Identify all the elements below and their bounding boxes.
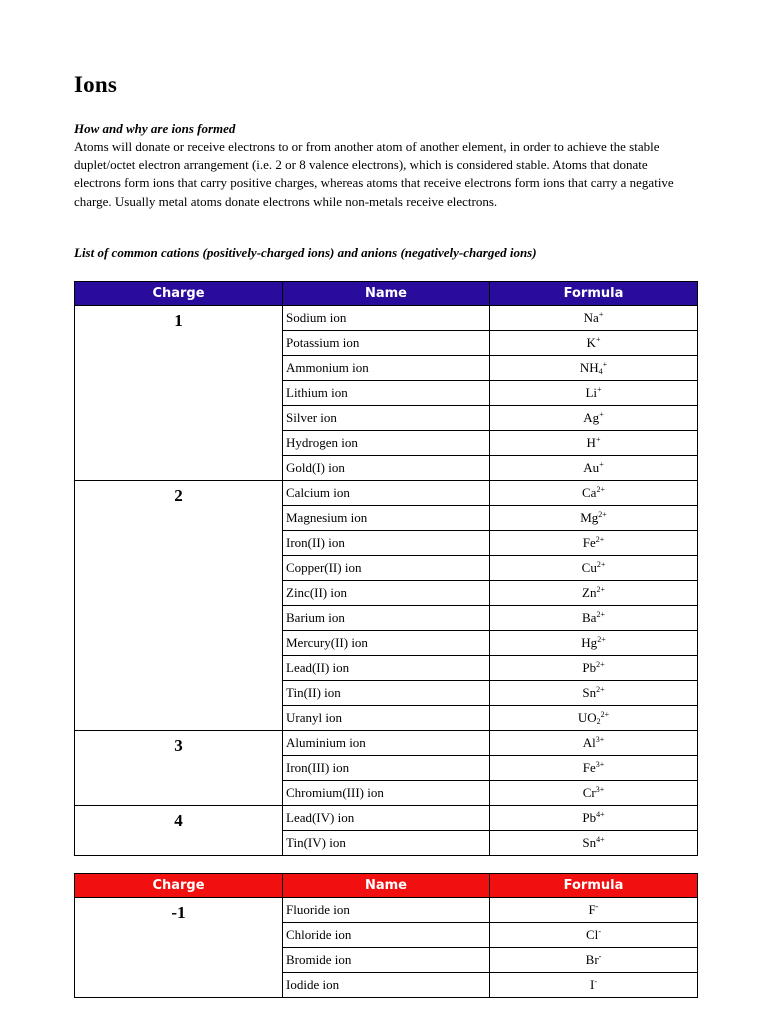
formula-charge: 2+ — [596, 660, 605, 669]
formula-charge: 3+ — [595, 735, 605, 744]
ion-name-cell: Lead(IV) ion — [283, 806, 490, 831]
formula-charge: + — [597, 385, 602, 394]
charge-header: Charge — [75, 874, 283, 898]
formula-charge: + — [599, 460, 604, 469]
formula-charge: - — [595, 902, 599, 911]
page-title: Ions — [74, 72, 117, 97]
ion-formula-cell — [490, 506, 698, 531]
ion-name-cell: Bromide ion — [283, 948, 490, 973]
charge-cell: 1 — [75, 306, 283, 481]
ion-name-cell: Mercury(II) ion — [283, 631, 490, 656]
formula-charge: 3+ — [595, 785, 605, 794]
formula-charge: - — [594, 977, 597, 986]
formula-charge: 2+ — [596, 585, 605, 594]
formula-subscript: 4 — [598, 367, 603, 376]
ion-name-cell: Zinc(II) ion — [283, 581, 490, 606]
ion-name-cell: Aluminium ion — [283, 731, 490, 756]
formula-charge: 2+ — [598, 510, 607, 519]
ion-name-cell: Fluoride ion — [283, 898, 490, 923]
formula-symbol: Ag — [583, 410, 600, 425]
formula-charge: - — [598, 952, 602, 961]
ion-name-cell: Magnesium ion — [283, 506, 490, 531]
formula-symbol: Fe — [582, 535, 596, 550]
charge-header: Charge — [75, 282, 283, 306]
ion-name-cell: Hydrogen ion — [283, 431, 490, 456]
formula-symbol: Sn — [582, 685, 597, 700]
formula-symbol: Al — [582, 735, 596, 750]
section-subheading: How and why are ions formed — [74, 121, 236, 136]
ion-name-cell: Iron(III) ion — [283, 756, 490, 781]
formula-charge: 2+ — [597, 635, 606, 644]
ion-name-cell: Sodium ion — [283, 306, 490, 331]
formula-symbol: Hg — [581, 635, 598, 650]
anion-header-row — [75, 874, 698, 898]
charge-cell: 3 — [75, 731, 283, 806]
formula-symbol: NH — [579, 360, 599, 375]
table-row — [75, 731, 698, 756]
ion-name-cell: Lead(II) ion — [283, 656, 490, 681]
table-row — [75, 806, 698, 831]
ion-name-cell: Uranyl ion — [283, 706, 490, 731]
ion-formula-cell — [490, 806, 698, 831]
ion-formula-cell — [490, 973, 698, 998]
formula-symbol: Pb — [582, 810, 597, 825]
formula-symbol: Cu — [581, 560, 597, 575]
formula-charge: + — [599, 410, 604, 419]
formula-symbol: Li — [585, 385, 598, 400]
ion-formula-cell — [490, 948, 698, 973]
ion-formula-cell — [490, 731, 698, 756]
formula-charge: 2+ — [595, 535, 605, 544]
ion-name-cell: Gold(I) ion — [283, 456, 490, 481]
ion-formula-cell — [490, 831, 698, 856]
formula-charge: + — [595, 435, 601, 444]
list-heading: List of common cations (positively-charged ions) and anions (negatively-charged ions) — [74, 245, 537, 260]
ion-formula-cell — [490, 581, 698, 606]
ion-name-cell: Barium ion — [283, 606, 490, 631]
ion-formula-cell — [490, 481, 698, 506]
formula-charge: 2+ — [596, 610, 605, 619]
ion-formula-cell — [490, 781, 698, 806]
table-row — [75, 481, 698, 506]
charge-cell: -1 — [75, 898, 283, 998]
ion-formula-cell — [490, 431, 698, 456]
formula-charge: 2+ — [596, 560, 606, 569]
ion-formula-cell — [490, 531, 698, 556]
formula-charge: 4+ — [596, 810, 605, 819]
charge-cell: 4 — [75, 806, 283, 856]
formula-symbol: Br — [585, 952, 599, 967]
ion-name-cell: Lithium ion — [283, 381, 490, 406]
ion-name-cell: Iron(II) ion — [283, 531, 490, 556]
formula-subscript: 2 — [596, 717, 601, 726]
ion-formula-cell — [490, 656, 698, 681]
ion-formula-cell — [490, 381, 698, 406]
ion-formula-cell — [490, 606, 698, 631]
ion-formula-cell — [490, 456, 698, 481]
ion-formula-cell — [490, 898, 698, 923]
table-row — [75, 306, 698, 331]
ion-name-cell: Ammonium ion — [283, 356, 490, 381]
formula-symbol: Au — [583, 460, 600, 475]
formula-charge: 3+ — [595, 760, 605, 769]
ion-name-cell: Iodide ion — [283, 973, 490, 998]
formula-charge: + — [598, 310, 604, 319]
anion-table — [74, 873, 698, 998]
formula-symbol: Mg — [580, 510, 599, 525]
formula-header: Formula — [490, 282, 698, 306]
formula-symbol: Ba — [582, 610, 597, 625]
formula-symbol: Cl — [586, 927, 599, 942]
formula-symbol: Ca — [582, 485, 597, 500]
ion-formula-cell — [490, 756, 698, 781]
ion-name-cell: Silver ion — [283, 406, 490, 431]
formula-symbol: Zn — [582, 585, 597, 600]
ion-formula-cell — [490, 706, 698, 731]
formula-charge: + — [602, 360, 608, 369]
ion-name-cell: Calcium ion — [283, 481, 490, 506]
ion-name-cell: Tin(II) ion — [283, 681, 490, 706]
formula-charge: 2+ — [596, 485, 605, 494]
formula-charge: 2+ — [596, 685, 605, 694]
formula-charge: + — [595, 335, 601, 344]
formula-symbol: Na — [583, 310, 599, 325]
ion-formula-cell — [490, 406, 698, 431]
ion-formula-cell — [490, 631, 698, 656]
ion-name-cell: Chloride ion — [283, 923, 490, 948]
formula-symbol: Sn — [582, 835, 597, 850]
ion-name-cell: Potassium ion — [283, 331, 490, 356]
cation-header-row — [75, 282, 698, 306]
ion-name-cell: Copper(II) ion — [283, 556, 490, 581]
cation-table — [74, 281, 698, 856]
formula-symbol: Fe — [582, 760, 596, 775]
formula-symbol: UO — [577, 710, 597, 725]
ion-formula-cell — [490, 331, 698, 356]
ion-name-cell: Chromium(III) ion — [283, 781, 490, 806]
formula-charge: 4+ — [596, 835, 605, 844]
charge-cell: 2 — [75, 481, 283, 731]
formula-symbol: F — [588, 902, 596, 917]
name-header: Name — [283, 874, 490, 898]
name-header: Name — [283, 282, 490, 306]
ion-formula-cell — [490, 556, 698, 581]
formula-symbol: K — [586, 335, 596, 350]
ion-formula-cell — [490, 923, 698, 948]
ion-formula-cell — [490, 681, 698, 706]
ion-formula-cell — [490, 356, 698, 381]
formula-charge: 2+ — [600, 710, 610, 719]
formula-symbol: Pb — [582, 660, 597, 675]
table-row — [75, 898, 698, 923]
formula-symbol: H — [586, 435, 596, 450]
intro-paragraph: Atoms will donate or receive electrons to or from another atom of another element, in order to achieve the stable duplet/octet electron arrangement (i.e. 2 or 8 valence electrons), which is considered stable. Atoms that donate electrons form ions that carry positive charges, whereas atoms that receive electrons form ions that carry a negative charge. Usually metal atoms donate electrons while non-metals receive electrons. — [74, 139, 674, 209]
formula-symbol: Cr — [582, 785, 596, 800]
formula-charge: - — [598, 927, 601, 936]
ion-formula-cell — [490, 306, 698, 331]
ion-name-cell: Tin(IV) ion — [283, 831, 490, 856]
formula-symbol: I — [589, 977, 595, 992]
formula-header: Formula — [490, 874, 698, 898]
